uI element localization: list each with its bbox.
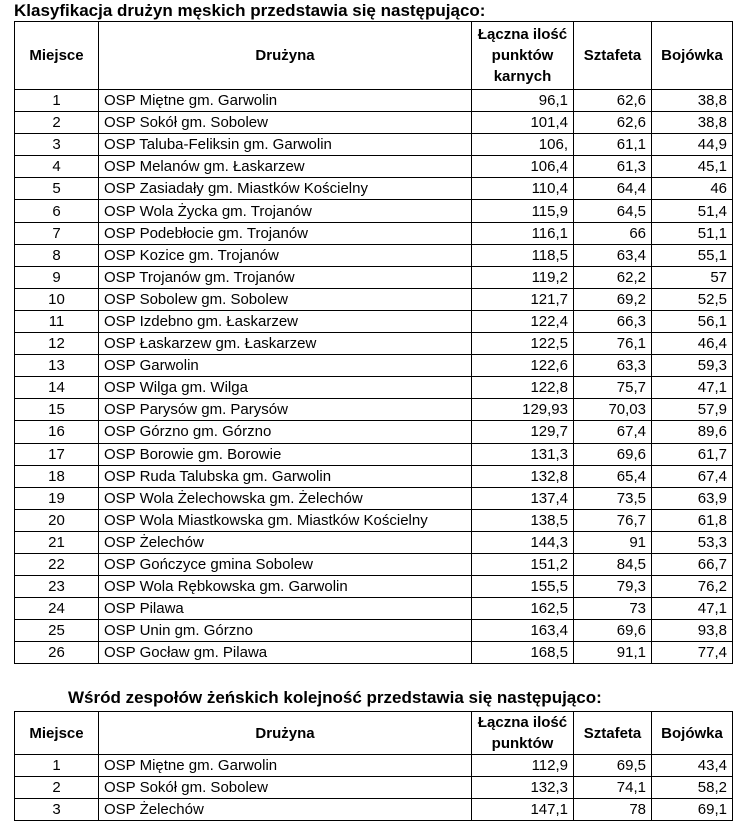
cell-combat-drill: 38,8 xyxy=(652,90,733,112)
cell-combat-drill: 57,9 xyxy=(652,399,733,421)
table-row xyxy=(15,509,733,531)
cell-total-points: 106, xyxy=(472,134,574,156)
table-row xyxy=(15,777,733,799)
cell-total-points: 119,2 xyxy=(472,266,574,288)
cell-combat-drill: 45,1 xyxy=(652,156,733,178)
column-header-relay: Sztafeta xyxy=(574,712,652,755)
cell-relay: 66 xyxy=(574,222,652,244)
cell-total-points: 112,9 xyxy=(472,755,574,777)
cell-combat-drill: 59,3 xyxy=(652,355,733,377)
cell-place: 5 xyxy=(15,178,99,200)
cell-team: OSP Sokół gm. Sobolew xyxy=(99,112,472,134)
cell-place: 2 xyxy=(15,112,99,134)
cell-combat-drill: 69,1 xyxy=(652,799,733,821)
cell-total-points: 131,3 xyxy=(472,443,574,465)
cell-place: 13 xyxy=(15,355,99,377)
cell-place: 7 xyxy=(15,222,99,244)
cell-team: OSP Podebłocie gm. Trojanów xyxy=(99,222,472,244)
women-classification-table xyxy=(14,711,733,821)
cell-place: 22 xyxy=(15,553,99,575)
cell-team: OSP Ruda Talubska gm. Garwolin xyxy=(99,465,472,487)
cell-relay: 78 xyxy=(574,799,652,821)
cell-place: 16 xyxy=(15,421,99,443)
cell-place: 3 xyxy=(15,134,99,156)
cell-place: 18 xyxy=(15,465,99,487)
cell-relay: 62,6 xyxy=(574,112,652,134)
women-classification-heading: Wśród zespołów żeńskich kolejność przedstawia się następująco: xyxy=(68,688,602,707)
table-row xyxy=(15,222,733,244)
men-classification-table xyxy=(14,21,733,664)
cell-combat-drill: 61,8 xyxy=(652,509,733,531)
cell-relay: 79,3 xyxy=(574,576,652,598)
table-row xyxy=(15,465,733,487)
cell-combat-drill: 66,7 xyxy=(652,553,733,575)
cell-total-points: 132,3 xyxy=(472,777,574,799)
cell-team: OSP Wilga gm. Wilga xyxy=(99,377,472,399)
column-header-team: Drużyna xyxy=(99,22,472,90)
cell-place: 11 xyxy=(15,310,99,332)
cell-team: OSP Sobolew gm. Sobolew xyxy=(99,288,472,310)
table-row xyxy=(15,377,733,399)
cell-team: OSP Trojanów gm. Trojanów xyxy=(99,266,472,288)
cell-place: 20 xyxy=(15,509,99,531)
cell-place: 1 xyxy=(15,90,99,112)
table-row xyxy=(15,333,733,355)
table-row xyxy=(15,156,733,178)
cell-relay: 76,1 xyxy=(574,333,652,355)
cell-place: 8 xyxy=(15,244,99,266)
cell-combat-drill: 38,8 xyxy=(652,112,733,134)
cell-relay: 84,5 xyxy=(574,553,652,575)
cell-relay: 63,4 xyxy=(574,244,652,266)
table-row xyxy=(15,310,733,332)
cell-place: 10 xyxy=(15,288,99,310)
cell-team: OSP Zasiadały gm. Miastków Kościelny xyxy=(99,178,472,200)
cell-relay: 76,7 xyxy=(574,509,652,531)
cell-total-points: 129,7 xyxy=(472,421,574,443)
cell-relay: 75,7 xyxy=(574,377,652,399)
cell-relay: 61,3 xyxy=(574,156,652,178)
cell-total-points: 106,4 xyxy=(472,156,574,178)
cell-team: OSP Wola Rębkowska gm. Garwolin xyxy=(99,576,472,598)
cell-total-points: 162,5 xyxy=(472,598,574,620)
cell-relay: 69,6 xyxy=(574,443,652,465)
cell-combat-drill: 63,9 xyxy=(652,487,733,509)
table-row xyxy=(15,642,733,664)
cell-relay: 63,3 xyxy=(574,355,652,377)
cell-total-points: 122,8 xyxy=(472,377,574,399)
cell-combat-drill: 57 xyxy=(652,266,733,288)
cell-combat-drill: 51,1 xyxy=(652,222,733,244)
cell-total-points: 122,6 xyxy=(472,355,574,377)
cell-total-points: 163,4 xyxy=(472,620,574,642)
cell-combat-drill: 76,2 xyxy=(652,576,733,598)
table-row xyxy=(15,553,733,575)
column-header-combat-drill: Bojówka xyxy=(652,22,733,90)
table-row xyxy=(15,487,733,509)
cell-combat-drill: 55,1 xyxy=(652,244,733,266)
cell-team: OSP Taluba-Feliksin gm. Garwolin xyxy=(99,134,472,156)
cell-total-points: 132,8 xyxy=(472,465,574,487)
cell-combat-drill: 67,4 xyxy=(652,465,733,487)
cell-combat-drill: 51,4 xyxy=(652,200,733,222)
cell-combat-drill: 58,2 xyxy=(652,777,733,799)
table-row xyxy=(15,112,733,134)
column-header-combat-drill: Bojówka xyxy=(652,712,733,755)
cell-combat-drill: 44,9 xyxy=(652,134,733,156)
cell-place: 23 xyxy=(15,576,99,598)
cell-total-points: 129,93 xyxy=(472,399,574,421)
cell-total-points: 155,5 xyxy=(472,576,574,598)
cell-place: 17 xyxy=(15,443,99,465)
table-row xyxy=(15,200,733,222)
cell-team: OSP Wola Życka gm. Trojanów xyxy=(99,200,472,222)
column-header-place: Miejsce xyxy=(15,712,99,755)
cell-place: 21 xyxy=(15,531,99,553)
cell-team: OSP Parysów gm. Parysów xyxy=(99,399,472,421)
table-row xyxy=(15,90,733,112)
cell-team: OSP Żelechów xyxy=(99,799,472,821)
cell-place: 12 xyxy=(15,333,99,355)
cell-place: 25 xyxy=(15,620,99,642)
cell-relay: 74,1 xyxy=(574,777,652,799)
cell-total-points: 118,5 xyxy=(472,244,574,266)
cell-combat-drill: 89,6 xyxy=(652,421,733,443)
cell-team: OSP Garwolin xyxy=(99,355,472,377)
cell-combat-drill: 47,1 xyxy=(652,598,733,620)
cell-team: OSP Wola Żelechowska gm. Żelechów xyxy=(99,487,472,509)
table-row xyxy=(15,598,733,620)
cell-relay: 70,03 xyxy=(574,399,652,421)
table-row xyxy=(15,421,733,443)
cell-total-points: 138,5 xyxy=(472,509,574,531)
cell-combat-drill: 46,4 xyxy=(652,333,733,355)
column-header-relay: Sztafeta xyxy=(574,22,652,90)
cell-team: OSP Wola Miastkowska gm. Miastków Kościelny xyxy=(99,509,472,531)
cell-team: OSP Izdebno gm. Łaskarzew xyxy=(99,310,472,332)
cell-team: OSP Miętne gm. Garwolin xyxy=(99,755,472,777)
cell-total-points: 96,1 xyxy=(472,90,574,112)
table-header-row xyxy=(15,712,733,755)
cell-total-points: 110,4 xyxy=(472,178,574,200)
cell-combat-drill: 93,8 xyxy=(652,620,733,642)
cell-relay: 91 xyxy=(574,531,652,553)
cell-team: OSP Gocław gm. Pilawa xyxy=(99,642,472,664)
cell-team: OSP Sokół gm. Sobolew xyxy=(99,777,472,799)
table-row xyxy=(15,799,733,821)
cell-place: 4 xyxy=(15,156,99,178)
cell-relay: 61,1 xyxy=(574,134,652,156)
cell-total-points: 121,7 xyxy=(472,288,574,310)
cell-relay: 64,5 xyxy=(574,200,652,222)
cell-combat-drill: 77,4 xyxy=(652,642,733,664)
column-header-total-points: Łączna ilość punktów xyxy=(472,712,574,755)
cell-total-points: 122,5 xyxy=(472,333,574,355)
cell-place: 6 xyxy=(15,200,99,222)
cell-place: 24 xyxy=(15,598,99,620)
cell-relay: 62,6 xyxy=(574,90,652,112)
cell-relay: 65,4 xyxy=(574,465,652,487)
cell-place: 1 xyxy=(15,755,99,777)
cell-relay: 73 xyxy=(574,598,652,620)
cell-relay: 91,1 xyxy=(574,642,652,664)
cell-team: OSP Pilawa xyxy=(99,598,472,620)
cell-total-points: 168,5 xyxy=(472,642,574,664)
cell-relay: 69,2 xyxy=(574,288,652,310)
cell-total-points: 122,4 xyxy=(472,310,574,332)
table-row xyxy=(15,134,733,156)
table-row xyxy=(15,755,733,777)
cell-team: OSP Łaskarzew gm. Łaskarzew xyxy=(99,333,472,355)
table-header-row xyxy=(15,22,733,90)
cell-combat-drill: 46 xyxy=(652,178,733,200)
cell-relay: 69,5 xyxy=(574,755,652,777)
cell-place: 3 xyxy=(15,799,99,821)
cell-combat-drill: 43,4 xyxy=(652,755,733,777)
cell-relay: 64,4 xyxy=(574,178,652,200)
cell-place: 26 xyxy=(15,642,99,664)
table-row xyxy=(15,178,733,200)
cell-relay: 62,2 xyxy=(574,266,652,288)
cell-combat-drill: 61,7 xyxy=(652,443,733,465)
table-row xyxy=(15,399,733,421)
cell-total-points: 137,4 xyxy=(472,487,574,509)
cell-total-points: 115,9 xyxy=(472,200,574,222)
men-classification-heading: Klasyfikacja drużyn męskich przedstawia się następująco: xyxy=(14,1,486,20)
table-row xyxy=(15,288,733,310)
cell-combat-drill: 52,5 xyxy=(652,288,733,310)
cell-total-points: 147,1 xyxy=(472,799,574,821)
cell-relay: 69,6 xyxy=(574,620,652,642)
table-row xyxy=(15,443,733,465)
cell-total-points: 116,1 xyxy=(472,222,574,244)
cell-team: OSP Kozice gm. Trojanów xyxy=(99,244,472,266)
table-row xyxy=(15,576,733,598)
column-header-place: Miejsce xyxy=(15,22,99,90)
cell-team: OSP Unin gm. Górzno xyxy=(99,620,472,642)
cell-place: 19 xyxy=(15,487,99,509)
table-row xyxy=(15,620,733,642)
cell-total-points: 151,2 xyxy=(472,553,574,575)
table-row xyxy=(15,355,733,377)
column-header-team: Drużyna xyxy=(99,712,472,755)
cell-team: OSP Melanów gm. Łaskarzew xyxy=(99,156,472,178)
cell-combat-drill: 56,1 xyxy=(652,310,733,332)
cell-place: 15 xyxy=(15,399,99,421)
cell-total-points: 101,4 xyxy=(472,112,574,134)
table-row xyxy=(15,244,733,266)
cell-team: OSP Borowie gm. Borowie xyxy=(99,443,472,465)
column-header-total-penalty-points: Łączna ilość punktów karnych xyxy=(472,22,574,90)
cell-team: OSP Żelechów xyxy=(99,531,472,553)
cell-team: OSP Gończyce gmina Sobolew xyxy=(99,553,472,575)
cell-relay: 73,5 xyxy=(574,487,652,509)
cell-team: OSP Miętne gm. Garwolin xyxy=(99,90,472,112)
table-row xyxy=(15,266,733,288)
cell-place: 9 xyxy=(15,266,99,288)
cell-place: 2 xyxy=(15,777,99,799)
cell-place: 14 xyxy=(15,377,99,399)
cell-combat-drill: 47,1 xyxy=(652,377,733,399)
cell-relay: 66,3 xyxy=(574,310,652,332)
cell-team: OSP Górzno gm. Górzno xyxy=(99,421,472,443)
cell-relay: 67,4 xyxy=(574,421,652,443)
table-row xyxy=(15,531,733,553)
cell-combat-drill: 53,3 xyxy=(652,531,733,553)
cell-total-points: 144,3 xyxy=(472,531,574,553)
